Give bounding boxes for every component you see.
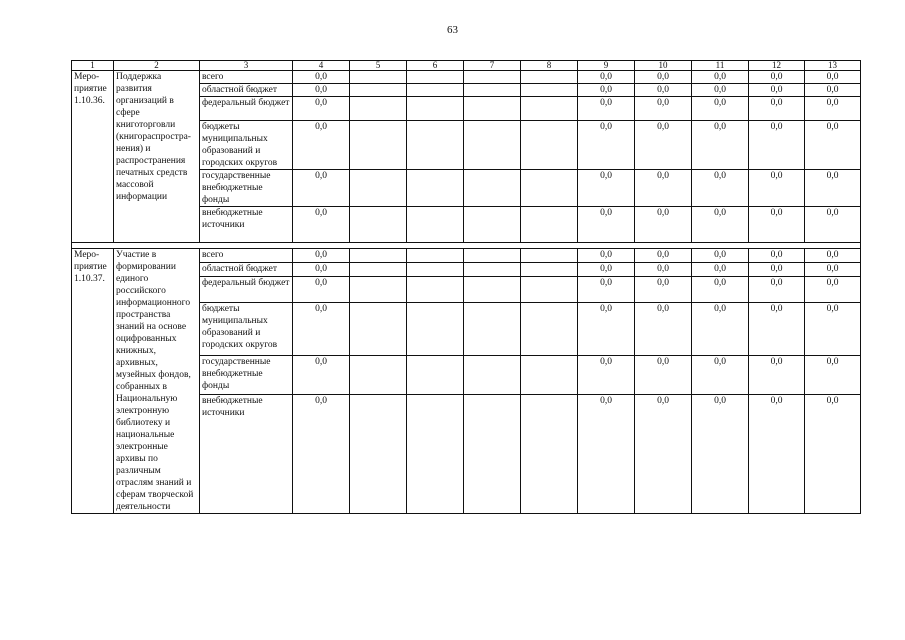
value-cell-c13: 0,0: [805, 263, 861, 277]
value-cell-c4: 0,0: [293, 207, 350, 243]
value-cell-c13: 0,0: [805, 170, 861, 207]
value-cell-c13: 0,0: [805, 84, 861, 97]
value-cell-c6: [407, 84, 464, 97]
value-cell-c12: 0,0: [749, 97, 805, 121]
column-header: 3: [200, 61, 293, 71]
value-cell-c12: 0,0: [749, 170, 805, 207]
value-cell-c11: 0,0: [692, 263, 749, 277]
value-cell-c11: 0,0: [692, 207, 749, 243]
value-cell-c8: [521, 263, 578, 277]
value-cell-c11: 0,0: [692, 395, 749, 514]
value-cell-c5: [350, 97, 407, 121]
value-cell-c11: 0,0: [692, 84, 749, 97]
value-cell-c8: [521, 355, 578, 395]
value-cell-c4: 0,0: [293, 277, 350, 303]
funding-source: областной бюджет: [200, 263, 293, 277]
value-cell-c10: 0,0: [635, 71, 692, 84]
value-cell-c8: [521, 170, 578, 207]
value-cell-c6: [407, 121, 464, 170]
value-cell-c13: 0,0: [805, 277, 861, 303]
value-cell-c8: [521, 71, 578, 84]
value-cell-c10: 0,0: [635, 302, 692, 355]
column-header: 9: [578, 61, 635, 71]
value-cell-c12: 0,0: [749, 355, 805, 395]
column-header: 2: [114, 61, 200, 71]
funding-source: бюджеты муниципальных образований и городских округов: [200, 121, 293, 170]
value-cell-c9: 0,0: [578, 84, 635, 97]
value-cell-c6: [407, 71, 464, 84]
value-cell-c10: 0,0: [635, 355, 692, 395]
value-cell-c7: [464, 263, 521, 277]
value-cell-c9: 0,0: [578, 97, 635, 121]
column-header: 10: [635, 61, 692, 71]
value-cell-c10: 0,0: [635, 97, 692, 121]
column-header: 5: [350, 61, 407, 71]
funding-source: государственные внебюджетные фонды: [200, 170, 293, 207]
value-cell-c8: [521, 395, 578, 514]
value-cell-c5: [350, 84, 407, 97]
value-cell-c4: 0,0: [293, 97, 350, 121]
funding-source: областной бюджет: [200, 84, 293, 97]
value-cell-c5: [350, 263, 407, 277]
funding-source: всего: [200, 71, 293, 84]
column-header: 1: [72, 61, 114, 71]
value-cell-c4: 0,0: [293, 355, 350, 395]
value-cell-c4: 0,0: [293, 84, 350, 97]
funding-source: федеральный бюджет: [200, 97, 293, 121]
measure-title: Поддержка развития организаций в сфере книготорговли (книгораспростра-нения) и распространения печатных средств массовой информации: [114, 71, 200, 243]
value-cell-c12: 0,0: [749, 395, 805, 514]
value-cell-c13: 0,0: [805, 207, 861, 243]
value-cell-c11: 0,0: [692, 97, 749, 121]
value-cell-c7: [464, 71, 521, 84]
value-cell-c5: [350, 395, 407, 514]
value-cell-c11: 0,0: [692, 277, 749, 303]
value-cell-c6: [407, 302, 464, 355]
value-cell-c11: 0,0: [692, 121, 749, 170]
value-cell-c5: [350, 121, 407, 170]
value-cell-c10: 0,0: [635, 121, 692, 170]
table-row: [72, 71, 861, 84]
value-cell-c4: 0,0: [293, 249, 350, 263]
value-cell-c8: [521, 277, 578, 303]
value-cell-c11: 0,0: [692, 71, 749, 84]
column-header: 12: [749, 61, 805, 71]
value-cell-c10: 0,0: [635, 249, 692, 263]
value-cell-c7: [464, 207, 521, 243]
column-header: 11: [692, 61, 749, 71]
funding-source: федеральный бюджет: [200, 277, 293, 303]
value-cell-c9: 0,0: [578, 277, 635, 303]
column-header: 13: [805, 61, 861, 71]
value-cell-c7: [464, 249, 521, 263]
value-cell-c10: 0,0: [635, 395, 692, 514]
value-cell-c6: [407, 355, 464, 395]
value-cell-c12: 0,0: [749, 84, 805, 97]
value-cell-c4: 0,0: [293, 170, 350, 207]
value-cell-c6: [407, 207, 464, 243]
value-cell-c8: [521, 302, 578, 355]
column-header: 4: [293, 61, 350, 71]
value-cell-c4: 0,0: [293, 302, 350, 355]
value-cell-c6: [407, 395, 464, 514]
value-cell-c8: [521, 97, 578, 121]
value-cell-c9: 0,0: [578, 207, 635, 243]
value-cell-c5: [350, 355, 407, 395]
value-cell-c13: 0,0: [805, 71, 861, 84]
value-cell-c11: 0,0: [692, 170, 749, 207]
measure-title: Участие в формировании единого российского информационного пространства знаний на основе оцифрованных книжных, архивных, музейных фондов, собранных в Национальную электронную библиотеку и национальные электронные архивы по различным отраслям знаний и сферам творческой деятельности: [114, 249, 200, 514]
value-cell-c13: 0,0: [805, 302, 861, 355]
value-cell-c8: [521, 207, 578, 243]
value-cell-c13: 0,0: [805, 355, 861, 395]
value-cell-c7: [464, 302, 521, 355]
value-cell-c11: 0,0: [692, 302, 749, 355]
value-cell-c5: [350, 277, 407, 303]
header-row: [72, 61, 861, 71]
value-cell-c6: [407, 277, 464, 303]
value-cell-c5: [350, 207, 407, 243]
column-header: 7: [464, 61, 521, 71]
value-cell-c13: 0,0: [805, 121, 861, 170]
value-cell-c5: [350, 302, 407, 355]
value-cell-c13: 0,0: [805, 97, 861, 121]
value-cell-c10: 0,0: [635, 84, 692, 97]
value-cell-c11: 0,0: [692, 249, 749, 263]
value-cell-c12: 0,0: [749, 263, 805, 277]
value-cell-c9: 0,0: [578, 302, 635, 355]
value-cell-c12: 0,0: [749, 207, 805, 243]
measure-number: Меро- приятие 1.10.36.: [72, 71, 114, 243]
value-cell-c4: 0,0: [293, 71, 350, 84]
value-cell-c12: 0,0: [749, 71, 805, 84]
budget-table: [71, 60, 861, 514]
value-cell-c9: 0,0: [578, 71, 635, 84]
value-cell-c8: [521, 121, 578, 170]
value-cell-c9: 0,0: [578, 263, 635, 277]
value-cell-c13: 0,0: [805, 395, 861, 514]
page-number: 63: [447, 24, 458, 36]
value-cell-c10: 0,0: [635, 277, 692, 303]
value-cell-c11: 0,0: [692, 355, 749, 395]
funding-source: всего: [200, 249, 293, 263]
measure-number: Меро- приятие 1.10.37.: [72, 249, 114, 514]
value-cell-c4: 0,0: [293, 263, 350, 277]
value-cell-c6: [407, 170, 464, 207]
funding-source: внебюджетные источники: [200, 207, 293, 243]
value-cell-c10: 0,0: [635, 263, 692, 277]
value-cell-c9: 0,0: [578, 355, 635, 395]
value-cell-c13: 0,0: [805, 249, 861, 263]
value-cell-c5: [350, 71, 407, 84]
value-cell-c7: [464, 395, 521, 514]
value-cell-c5: [350, 170, 407, 207]
value-cell-c9: 0,0: [578, 121, 635, 170]
funding-source: бюджеты муниципальных образований и городских округов: [200, 302, 293, 355]
funding-source: государственные внебюджетные фонды: [200, 355, 293, 395]
value-cell-c7: [464, 97, 521, 121]
value-cell-c8: [521, 84, 578, 97]
value-cell-c10: 0,0: [635, 170, 692, 207]
value-cell-c8: [521, 249, 578, 263]
column-header: 8: [521, 61, 578, 71]
table-row: [72, 249, 861, 263]
value-cell-c6: [407, 97, 464, 121]
value-cell-c6: [407, 249, 464, 263]
value-cell-c7: [464, 355, 521, 395]
value-cell-c12: 0,0: [749, 277, 805, 303]
value-cell-c9: 0,0: [578, 249, 635, 263]
value-cell-c12: 0,0: [749, 302, 805, 355]
value-cell-c9: 0,0: [578, 170, 635, 207]
value-cell-c7: [464, 277, 521, 303]
value-cell-c4: 0,0: [293, 395, 350, 514]
value-cell-c9: 0,0: [578, 395, 635, 514]
value-cell-c7: [464, 170, 521, 207]
value-cell-c7: [464, 84, 521, 97]
column-header: 6: [407, 61, 464, 71]
value-cell-c12: 0,0: [749, 121, 805, 170]
value-cell-c4: 0,0: [293, 121, 350, 170]
value-cell-c10: 0,0: [635, 207, 692, 243]
value-cell-c12: 0,0: [749, 249, 805, 263]
value-cell-c5: [350, 249, 407, 263]
value-cell-c6: [407, 263, 464, 277]
value-cell-c7: [464, 121, 521, 170]
funding-source: внебюджетные источники: [200, 395, 293, 514]
